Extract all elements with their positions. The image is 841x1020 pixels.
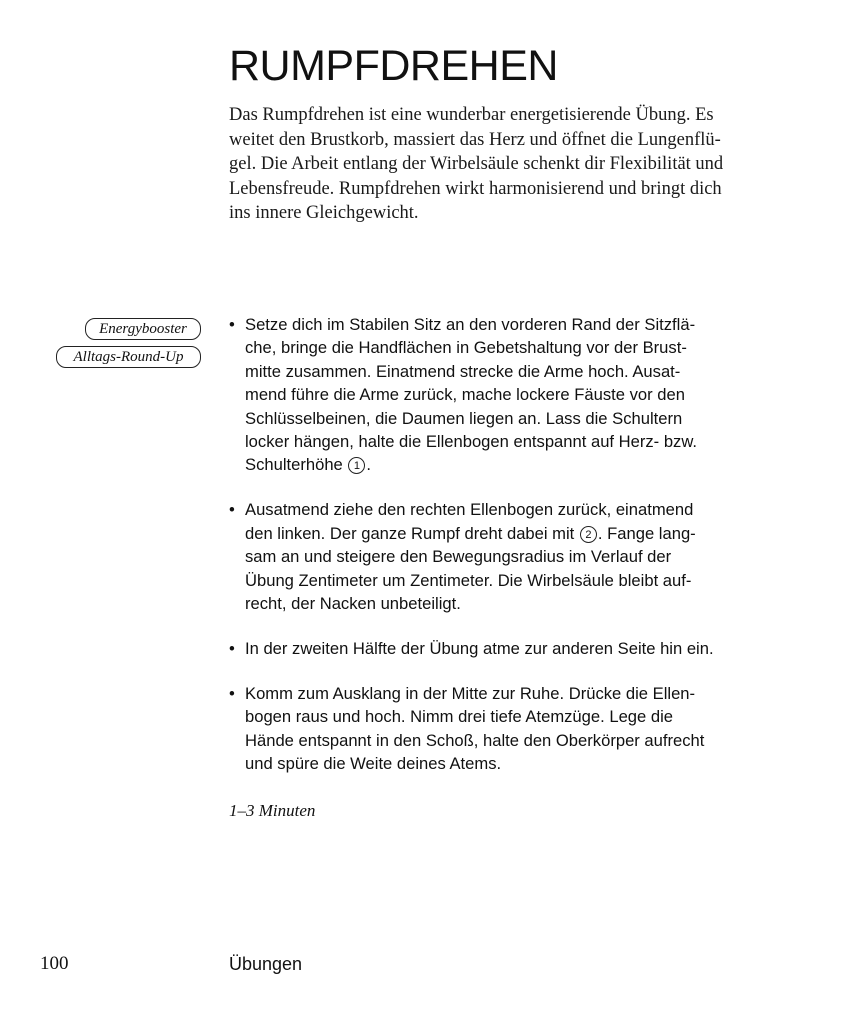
page-number: 100: [40, 953, 69, 974]
intro-line: Lebensfreude. Rumpfdrehen wirkt harmonisierend und bringt dich: [229, 178, 722, 199]
step-line: Ausatmend ziehe den rechten Ellenbogen zurück, einatmend: [245, 500, 694, 520]
step-line: mitte zusammen. Einatmend strecke die Arme hoch. Ausat-: [245, 361, 681, 381]
figure-marker-2: 2: [580, 526, 597, 543]
intro-line: gel. Die Arbeit entlang der Wirbelsäule schenkt dir Flexibilität und: [229, 154, 724, 175]
page-title: RUMPFDREHEN: [229, 42, 558, 90]
intro-paragraph: [229, 103, 744, 226]
intro-line: ins innere Gleichgewicht.: [229, 203, 419, 224]
step-line: [245, 453, 789, 476]
instruction-step-2: [229, 498, 789, 615]
duration-note: 1–3 Minuten: [229, 801, 316, 820]
step-line: Hände entspannt in den Schoß, halte den Oberkörper aufrecht: [245, 730, 705, 750]
tag-alltags-round-up: Alltags-Round-Up: [56, 346, 201, 368]
step-line: und spüre die Weite deines Atems.: [245, 754, 502, 773]
step-line: Setze dich im Stabilen Sitz an den vorderen Rand der Sitzflä-: [245, 315, 696, 334]
bullet-marker: •: [229, 638, 235, 658]
step-line: bogen raus und hoch. Nimm drei tiefe Atemzüge. Lege die: [245, 707, 674, 727]
step-line: mend führe die Arme zurück, mache lockere Fäuste vor den: [245, 385, 685, 405]
step-line: In der zweiten Hälfte der Übung atme zur anderen Seite hin ein.: [245, 638, 714, 658]
instruction-step-1: [229, 313, 789, 477]
tag-energybooster: Energybooster: [85, 318, 201, 340]
category-tags: [56, 318, 201, 368]
step-text: .: [366, 455, 372, 475]
instruction-step-3: [229, 637, 789, 660]
bullet-marker: •: [229, 500, 235, 520]
section-name: Übungen: [229, 954, 303, 974]
step-line: recht, der Nacken unbeteiligt.: [245, 593, 461, 613]
step-text: . Fange lang-: [597, 523, 696, 543]
figure-marker-1: 1: [348, 457, 365, 474]
step-text: Schulterhöhe: [245, 455, 343, 475]
step-line: sam an und steigere den Bewegungsradius im Verlauf der: [245, 547, 672, 567]
step-line: Schlüsselbeinen, die Daumen liegen an. Lass die Schultern: [245, 408, 683, 428]
intro-line: Das Rumpfdrehen ist eine wunderbar energetisierende Übung. Es: [229, 105, 714, 125]
step-line: [245, 522, 789, 545]
instruction-step-4: [229, 682, 789, 776]
step-text: den linken. Der ganze Rumpf dreht dabei mit: [245, 523, 575, 543]
step-line: locker hängen, halte die Ellenbogen entspannt auf Herz- bzw.: [245, 432, 698, 452]
bullet-marker: •: [229, 315, 235, 334]
intro-line: weitet den Brustkorb, massiert das Herz und öffnet die Lungenflü-: [229, 129, 721, 150]
step-line: che, bringe die Handflächen in Gebetshaltung vor der Brust-: [245, 338, 687, 358]
step-line: Übung Zentimeter um Zentimeter. Die Wirbelsäule bleibt auf-: [245, 570, 692, 590]
instruction-list: [229, 313, 789, 775]
bullet-marker: •: [229, 683, 235, 703]
step-line: Komm zum Ausklang in der Mitte zur Ruhe. Drücke die Ellen-: [245, 683, 696, 703]
